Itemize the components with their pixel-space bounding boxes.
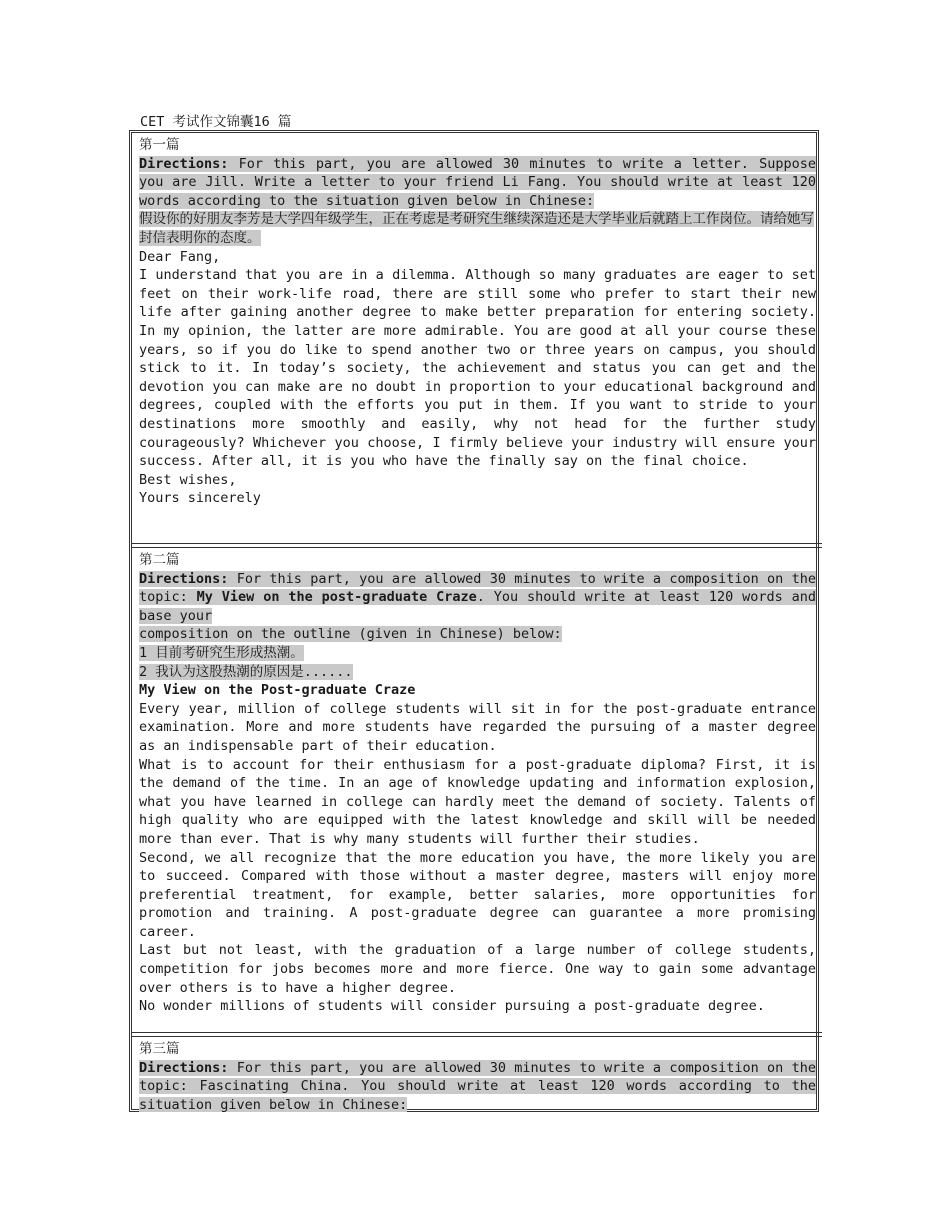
section-1 xyxy=(134,134,820,541)
essay-title: My View on the Post-graduate Craze xyxy=(139,682,416,699)
letter-salutation: Dear Fang, xyxy=(139,248,221,265)
directions-line-2: composition on the outline (given in Chinese) below: xyxy=(139,626,562,643)
section-divider xyxy=(132,1032,822,1037)
section-divider xyxy=(132,543,822,548)
document-title: CET 考试作文锦囊16 篇 xyxy=(140,114,292,130)
section-2 xyxy=(134,549,820,1029)
directions-label: Directions: xyxy=(139,1059,229,1076)
section-heading: 第二篇 xyxy=(139,552,180,568)
letter-body: I understand that you are in a dilemma. Although so many graduates are eager to set feet on their work-life road, there are still some who prefer to start their new life after gaining another degree to make better preparation for entering society. In my opinion, the latter are more admirable. You are good at all your course these years, so if you do like to spend another two or three years on campus, you should stick to it. In today’s society, the achievement and status you can get and the devotion you can make are no doubt in proportion to your educational background and degrees, coupled with the efforts you put in them. If you want to stride to your destinations more smoothly and easily, why not head for the further study courageously? Whichever you choose, I firmly believe your industry will ensure your success. After all, it is you who have the finally say on the final choice. xyxy=(139,267,816,470)
directions-topic: My View on the post-graduate Craze xyxy=(196,589,477,606)
essay-paragraph: What is to account for their enthusiasm for a post-graduate diploma? First, it is the demand of the time. In an age of knowledge updating and information explosion, what you have learned in college can hardly meet the demand of society. Talents of high quality who are equipped with the latest knowledge and skill will be needed more than ever. That is why many students will further their studies. xyxy=(139,756,816,847)
directions-text: For this part, you are allowed 30 minutes to write a letter. Suppose you are Jill. Write a letter to your friend Li Fang. You should write at least 120 words according to the situation given below in Chinese: xyxy=(139,155,816,209)
essay-paragraph: Last but not least, with the graduation of a large number of college students, competition for jobs becomes more and more fierce. One way to gain some advantage over others is to have a higher degree. xyxy=(139,942,816,996)
section-3 xyxy=(134,1038,820,1112)
directions: Directions: For this part, you are allowed 30 minutes to write a composition on the topic: My View on the post-graduate Craze. You should write at least 120 words and base your xyxy=(139,570,816,624)
essay-paragraph: No wonder millions of students will consider pursuing a post-graduate degree. xyxy=(139,998,765,1015)
directions-label: Directions: xyxy=(139,570,229,587)
directions xyxy=(139,1059,816,1112)
directions-text: For this part, you are allowed 30 minutes to write a composition on the topic: Fascinating China. You should write at least 120 words according to the situation given below in Chinese: xyxy=(139,1059,816,1112)
letter-signature: Yours sincerely xyxy=(139,490,261,507)
outline-item: 2 我认为这股热潮的原因是...... xyxy=(139,663,353,680)
section-heading: 第一篇 xyxy=(139,137,180,153)
essay-paragraph: Every year, million of college students will sit in for the post-graduate entrance examination. More and more students have regarded the pursuing of a master degree as an indispensable part of their education. xyxy=(139,700,816,754)
letter-closing: Best wishes, xyxy=(139,471,237,488)
situation-text: 假设你的好朋友李芳是大学四年级学生，正在考虑是考研究生继续深造还是大学毕业后就踏上工作岗位。请给她写封信表明你的态度。 xyxy=(139,211,814,246)
outline-item: 1 目前考研究生形成热潮。 xyxy=(139,644,304,661)
section-heading: 第三篇 xyxy=(139,1041,180,1057)
directions-label: Directions: xyxy=(139,155,229,172)
essay-paragraph: Second, we all recognize that the more education you have, the more likely you are to succeed. Compared with those without a master degree, masters will enjoy more preferential treatment, for example, better salaries, more opportunities for promotion and training. A post-graduate degree can guarantee a more promising career. xyxy=(139,849,816,940)
directions xyxy=(139,155,816,211)
